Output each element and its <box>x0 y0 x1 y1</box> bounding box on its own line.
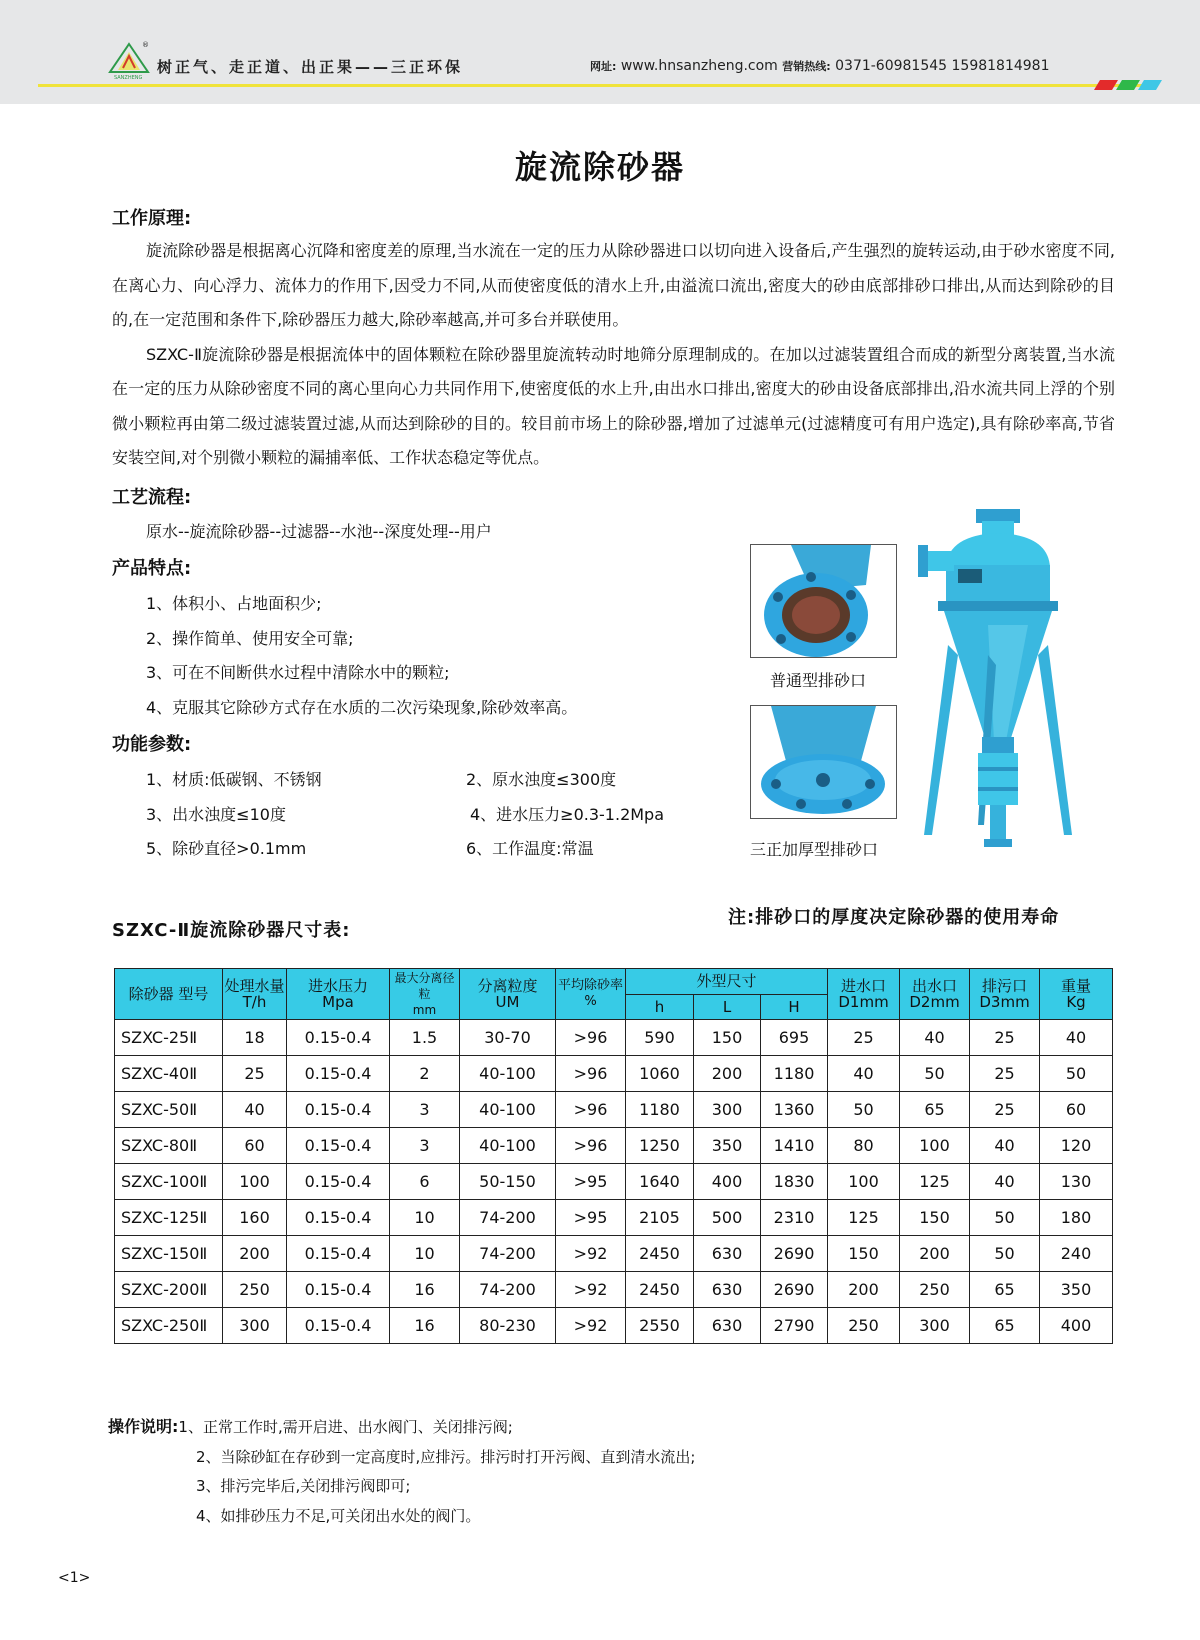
table-cell: 250 <box>900 1272 970 1308</box>
model-cell: SZXC-80Ⅱ <box>115 1128 223 1164</box>
table-cell: 180 <box>1040 1200 1113 1236</box>
table-cell: >95 <box>556 1164 626 1200</box>
col-pressure-unit: Mpa <box>322 993 354 1011</box>
website-label: 网址: <box>590 60 617 73</box>
table-cell: 200 <box>694 1056 761 1092</box>
operation-notes <box>108 1412 695 1531</box>
operation-item: 1、正常工作时,需开启进、出水阀门、关闭排污阀; <box>178 1418 513 1436</box>
col-weight-unit: Kg <box>1066 993 1086 1011</box>
table-cell: 40 <box>223 1092 287 1128</box>
table-cell: 1410 <box>761 1128 828 1164</box>
table-cell: 630 <box>694 1272 761 1308</box>
table-cell: 60 <box>1040 1092 1113 1128</box>
col-inlet-unit: D1mm <box>838 993 889 1011</box>
table-cell: 400 <box>694 1164 761 1200</box>
feature-item: 1、体积小、占地面积少; <box>146 594 322 613</box>
table-cell: >92 <box>556 1236 626 1272</box>
table-cell: 130 <box>1040 1164 1113 1200</box>
features-heading: 产品特点: <box>112 558 192 579</box>
table-cell: 200 <box>828 1272 900 1308</box>
table-note: 注:排砂口的厚度决定除砂器的使用寿命 <box>728 907 1060 928</box>
thick-drain-photo <box>750 705 897 819</box>
page-title: 旋流除砂器 <box>514 148 685 186</box>
operation-heading: 操作说明: <box>108 1417 179 1436</box>
table-cell: 150 <box>828 1236 900 1272</box>
col-drain-label: 排污口 <box>982 977 1028 995</box>
table-cell: 50 <box>970 1200 1040 1236</box>
normal-drain-photo <box>750 544 897 658</box>
spec-table <box>114 968 1113 1344</box>
table-cell: 0.15-0.4 <box>287 1128 390 1164</box>
table-cell: 200 <box>223 1236 287 1272</box>
table-cell: 300 <box>223 1308 287 1344</box>
table-cell: 2450 <box>626 1236 694 1272</box>
table-cell: 1360 <box>761 1092 828 1128</box>
table-cell: 50 <box>828 1092 900 1128</box>
operation-item: 2、当除砂缸在存砂到一定高度时,应排污。排污时打开污阀、直到清水流出; <box>196 1447 696 1466</box>
col-drain <box>970 969 1040 1020</box>
col-max-size <box>390 969 460 1020</box>
model-cell: SZXC-50Ⅱ <box>115 1092 223 1128</box>
table-cell: 100 <box>900 1128 970 1164</box>
table-row <box>115 1308 1113 1344</box>
table-cell: 120 <box>1040 1128 1113 1164</box>
col-model <box>115 969 223 1020</box>
table-cell: 40 <box>970 1164 1040 1200</box>
col-model-label: 除砂器 型号 <box>128 985 209 1003</box>
table-cell: 16 <box>390 1272 460 1308</box>
logo-text: SANZHENG <box>114 75 143 80</box>
table-cell: 0.15-0.4 <box>287 1308 390 1344</box>
col-dim-L: L <box>694 994 761 1020</box>
table-cell: 40 <box>828 1056 900 1092</box>
col-outlet-label: 出水口 <box>912 977 958 995</box>
color-stripes-decoration <box>1090 80 1162 90</box>
thick-drain-caption: 三正加厚型排砂口 <box>750 840 879 859</box>
col-weight <box>1040 969 1113 1020</box>
model-cell: SZXC-40Ⅱ <box>115 1056 223 1092</box>
table-row <box>115 1020 1113 1056</box>
param-item: 1、材质:低碳钢、不锈钢 <box>146 770 322 789</box>
table-cell: 40-100 <box>460 1092 556 1128</box>
col-dim-h: h <box>626 994 694 1020</box>
col-rate <box>556 969 626 1020</box>
table-cell: 50-150 <box>460 1164 556 1200</box>
page-header <box>0 0 1200 104</box>
table-cell: 0.15-0.4 <box>287 1020 390 1056</box>
model-cell: SZXC-150Ⅱ <box>115 1236 223 1272</box>
table-title: SZXC-Ⅱ旋流除砂器尺寸表: <box>112 920 351 941</box>
table-cell: 50 <box>970 1236 1040 1272</box>
table-cell: >96 <box>556 1020 626 1056</box>
table-cell: 74-200 <box>460 1272 556 1308</box>
table-cell: 150 <box>900 1200 970 1236</box>
table-cell: >96 <box>556 1128 626 1164</box>
table-cell: >92 <box>556 1308 626 1344</box>
table-cell: 25 <box>970 1092 1040 1128</box>
table-cell: 2690 <box>761 1236 828 1272</box>
principle-paragraph-2: SZXC-Ⅱ旋流除砂器是根据流体中的固体颗粒在除砂器里旋流转动时地筛分原理制成的。在加以过滤装置组合而成的新型分离装置,当水流在一定的压力从除砂密度不同的离心里向心力共同作用下,使密度低的水上升,由出水口排出,密度大的砂由设备底部排出,沿水流共同上浮的个别微小颗粒再由第二级过滤装置过滤,从而达到除砂的目的。较目前市场上的除砂器,增加了过滤单元(过滤精度可有用户选定),具有除砂率高,节省安装空间,对个别微小颗粒的漏捕率低、工作状态稳定等优点。 <box>112 344 1115 467</box>
table-cell: >92 <box>556 1272 626 1308</box>
process-heading: 工艺流程: <box>112 487 192 508</box>
table-cell: 80 <box>828 1128 900 1164</box>
col-max-size-unit: mm <box>412 1003 437 1017</box>
table-cell: 40-100 <box>460 1128 556 1164</box>
col-capacity <box>223 969 287 1020</box>
table-cell: 3 <box>390 1092 460 1128</box>
table-cell: 0.15-0.4 <box>287 1164 390 1200</box>
table-cell: 2790 <box>761 1308 828 1344</box>
table-cell: 0.15-0.4 <box>287 1092 390 1128</box>
col-particle <box>460 969 556 1020</box>
param-item: 3、出水浊度≤10度 <box>146 805 286 824</box>
table-cell: 40 <box>900 1020 970 1056</box>
table-cell: 2690 <box>761 1272 828 1308</box>
col-max-size-label: 最大分离径粒 <box>394 971 455 1001</box>
company-logo-icon <box>108 40 150 80</box>
table-cell: 100 <box>223 1164 287 1200</box>
table-cell: 65 <box>970 1272 1040 1308</box>
table-cell: 125 <box>828 1200 900 1236</box>
principle-heading: 工作原理: <box>112 208 192 229</box>
col-capacity-unit: T/h <box>242 993 267 1011</box>
col-capacity-label: 处理水量 <box>224 977 285 995</box>
table-cell: 30-70 <box>460 1020 556 1056</box>
table-cell: 500 <box>694 1200 761 1236</box>
operation-item: 4、如排砂压力不足,可关闭出水处的阀门。 <box>196 1506 481 1525</box>
table-cell: 80-230 <box>460 1308 556 1344</box>
table-cell: 60 <box>223 1128 287 1164</box>
table-row <box>115 1236 1113 1272</box>
table-cell: 6 <box>390 1164 460 1200</box>
table-cell: 18 <box>223 1020 287 1056</box>
contact-info <box>590 58 1050 74</box>
table-cell: 2450 <box>626 1272 694 1308</box>
flange-outlet-image <box>751 545 896 657</box>
table-header-row <box>115 969 1113 995</box>
table-row <box>115 1128 1113 1164</box>
table-cell: 1180 <box>761 1056 828 1092</box>
desander-equipment-image <box>918 505 1078 863</box>
company-slogan: 树正气、走正道、出正果——三正环保 <box>157 58 464 76</box>
feature-item: 4、克服其它除砂方式存在水质的二次污染现象,除砂效率高。 <box>146 698 578 717</box>
table-cell: 25 <box>970 1020 1040 1056</box>
param-item: 5、除砂直径>0.1mm <box>146 839 307 858</box>
hotline-label: 营销热线: <box>782 60 831 73</box>
col-pressure-label: 进水压力 <box>307 977 368 995</box>
table-cell: 0.15-0.4 <box>287 1236 390 1272</box>
table-row <box>115 1272 1113 1308</box>
principle-text <box>112 234 1115 476</box>
website-link[interactable]: www.hnsanzheng.com <box>620 58 778 74</box>
registered-mark: ® <box>142 41 149 49</box>
principle-paragraph-1: 旋流除砂器是根据离心沉降和密度差的原理,当水流在一定的压力从除砂器进口以切向进入设备后,产生强烈的旋转运动,由于砂水密度不同,在离心力、向心浮力、流体力的作用下,因受力不同,从而使密度低的清水上升,由溢流口流出,密度大的砂由底部排砂口排出,从而达到除砂的目的,在一定范围和条件下,除砂器压力越大,除砂率越高,并可多台并联使用。 <box>112 241 1115 329</box>
table-cell: 630 <box>694 1236 761 1272</box>
model-cell: SZXC-200Ⅱ <box>115 1272 223 1308</box>
model-cell: SZXC-100Ⅱ <box>115 1164 223 1200</box>
feature-item: 3、可在不间断供水过程中清除水中的颗粒; <box>146 663 450 682</box>
table-cell: 50 <box>900 1056 970 1092</box>
table-cell: 16 <box>390 1308 460 1344</box>
model-cell: SZXC-25Ⅱ <box>115 1020 223 1056</box>
process-flow: 原水--旋流除砂器--过滤器--水池--深度处理--用户 <box>146 522 492 541</box>
table-cell: 400 <box>1040 1308 1113 1344</box>
table-cell: 2310 <box>761 1200 828 1236</box>
table-cell: 10 <box>390 1200 460 1236</box>
param-item: 2、原水浊度≤300度 <box>466 770 617 789</box>
col-rate-unit: % <box>584 994 597 1009</box>
model-cell: SZXC-250Ⅱ <box>115 1308 223 1344</box>
table-cell: 1830 <box>761 1164 828 1200</box>
param-item: 6、工作温度:常温 <box>466 839 594 858</box>
table-cell: 300 <box>694 1092 761 1128</box>
table-cell: 100 <box>828 1164 900 1200</box>
table-cell: 25 <box>223 1056 287 1092</box>
table-cell: 250 <box>828 1308 900 1344</box>
table-cell: 0.15-0.4 <box>287 1200 390 1236</box>
table-row <box>115 1056 1113 1092</box>
table-cell: 1180 <box>626 1092 694 1128</box>
table-cell: 74-200 <box>460 1236 556 1272</box>
table-cell: 1250 <box>626 1128 694 1164</box>
col-particle-unit: UM <box>495 993 520 1011</box>
col-particle-label: 分离粒度 <box>477 977 538 995</box>
col-inlet <box>828 969 900 1020</box>
table-cell: 0.15-0.4 <box>287 1272 390 1308</box>
table-cell: 40 <box>970 1128 1040 1164</box>
col-pressure <box>287 969 390 1020</box>
table-cell: 3 <box>390 1128 460 1164</box>
table-cell: 300 <box>900 1308 970 1344</box>
col-drain-unit: D3mm <box>979 993 1030 1011</box>
feature-item: 2、操作简单、使用安全可靠; <box>146 629 354 648</box>
model-cell: SZXC-125Ⅱ <box>115 1200 223 1236</box>
table-cell: >95 <box>556 1200 626 1236</box>
table-cell: 2105 <box>626 1200 694 1236</box>
table-cell: 50 <box>1040 1056 1113 1092</box>
table-cell: 1640 <box>626 1164 694 1200</box>
col-dims-label: 外型尺寸 <box>696 972 757 991</box>
table-cell: 25 <box>970 1056 1040 1092</box>
table-cell: 65 <box>970 1308 1040 1344</box>
table-cell: 1.5 <box>390 1020 460 1056</box>
normal-drain-caption: 普通型排砂口 <box>770 671 867 690</box>
col-dims <box>626 969 828 995</box>
col-inlet-label: 进水口 <box>841 977 887 995</box>
col-weight-label: 重量 <box>1061 977 1092 995</box>
table-cell: 695 <box>761 1020 828 1056</box>
table-cell: 630 <box>694 1308 761 1344</box>
table-row <box>115 1164 1113 1200</box>
table-cell: 250 <box>223 1272 287 1308</box>
table-cell: 200 <box>900 1236 970 1272</box>
param-item: 4、进水压力≥0.3-1.2Mpa <box>470 805 665 824</box>
table-cell: 40 <box>1040 1020 1113 1056</box>
table-cell: 1060 <box>626 1056 694 1092</box>
col-outlet <box>900 969 970 1020</box>
table-cell: 160 <box>223 1200 287 1236</box>
operation-item: 3、排污完毕后,关闭排污阀即可; <box>196 1477 411 1495</box>
thick-flange-image <box>751 706 896 818</box>
header-rule <box>38 84 1158 87</box>
hotline-number: 0371-60981545 15981814981 <box>835 58 1050 74</box>
table-body <box>115 1020 1113 1344</box>
table-cell: >96 <box>556 1056 626 1092</box>
page-number: <1> <box>58 1570 91 1586</box>
table-cell: 0.15-0.4 <box>287 1056 390 1092</box>
table-cell: 125 <box>900 1164 970 1200</box>
table-cell: 74-200 <box>460 1200 556 1236</box>
col-rate-label: 平均除砂率 <box>557 978 623 993</box>
table-cell: 590 <box>626 1020 694 1056</box>
table-cell: 2 <box>390 1056 460 1092</box>
table-row <box>115 1200 1113 1236</box>
col-dim-H: H <box>761 994 828 1020</box>
table-cell: 2550 <box>626 1308 694 1344</box>
table-row <box>115 1092 1113 1128</box>
table-cell: 40-100 <box>460 1056 556 1092</box>
table-cell: 65 <box>900 1092 970 1128</box>
table-cell: 240 <box>1040 1236 1113 1272</box>
table-cell: 10 <box>390 1236 460 1272</box>
table-cell: 350 <box>1040 1272 1113 1308</box>
table-cell: 350 <box>694 1128 761 1164</box>
col-outlet-unit: D2mm <box>909 993 960 1011</box>
params-heading: 功能参数: <box>112 734 192 755</box>
table-cell: >96 <box>556 1092 626 1128</box>
table-cell: 25 <box>828 1020 900 1056</box>
table-cell: 150 <box>694 1020 761 1056</box>
